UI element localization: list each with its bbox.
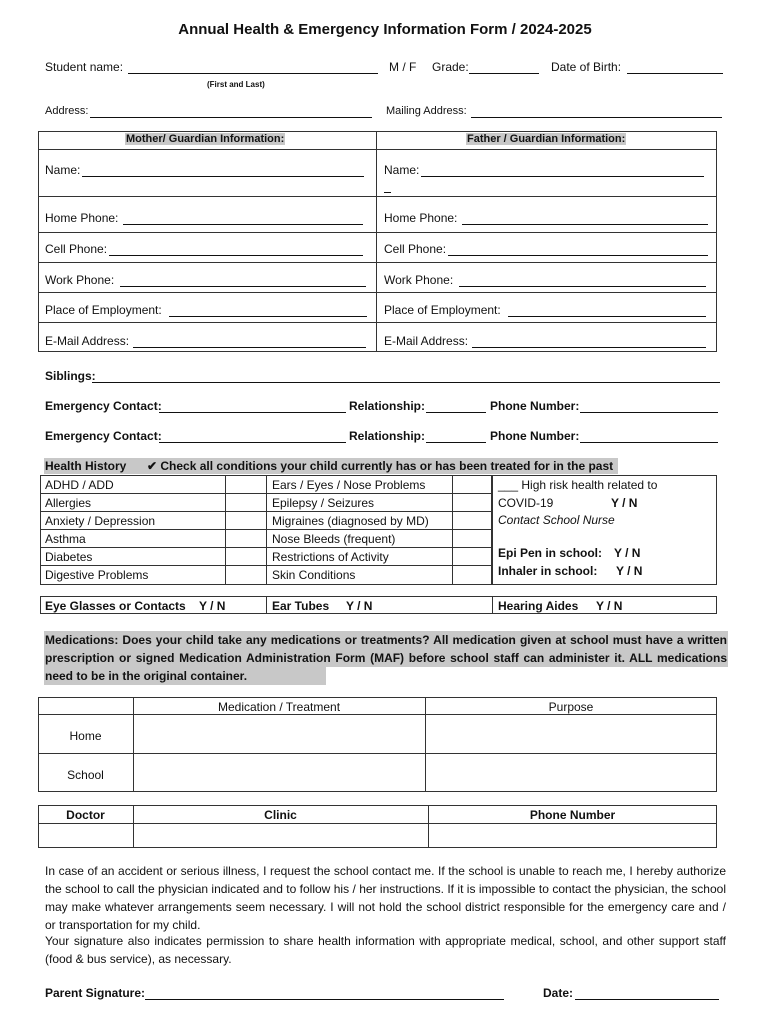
- checkbox-migraines[interactable]: [453, 512, 491, 529]
- school-row-label: School: [67, 768, 104, 782]
- mother-name-field[interactable]: [82, 163, 364, 177]
- address-label: Address:: [45, 105, 89, 117]
- date-field[interactable]: [575, 986, 719, 1000]
- father-work-phone-label: Work Phone:: [384, 273, 454, 287]
- siblings-label: Siblings:: [45, 369, 96, 383]
- mother-name-label: Name:: [45, 163, 81, 177]
- covid-yn[interactable]: Y / N: [611, 496, 638, 510]
- medications-notice: Medications: Does your child take any medications or treatments? All medication given at school must have a written prescription or signed Medication Administration Form (MAF) before school staff can administer it. ALL medications need to be in the original container.: [45, 633, 727, 683]
- sharing-paragraph: Your signature also indicates permission to share health information with appropriate medical, school, and other support staff (food & bus service), as necessary.: [45, 934, 726, 966]
- father-home-phone-label: Home Phone:: [384, 211, 458, 225]
- ear-tubes-yn[interactable]: Y / N: [346, 599, 373, 613]
- checkbox-adhd[interactable]: [226, 476, 265, 493]
- clinic-cell[interactable]: [134, 824, 427, 847]
- father-name-field[interactable]: [421, 163, 704, 177]
- mother-email-field[interactable]: [133, 334, 366, 348]
- father-cell-phone-field[interactable]: [448, 242, 708, 256]
- condition-allergies: Allergies: [45, 496, 92, 510]
- home-purpose-cell[interactable]: [426, 715, 716, 752]
- emergency-contact-2-label: Emergency Contact:: [45, 429, 162, 443]
- checkbox-epilepsy[interactable]: [453, 494, 491, 511]
- mother-home-phone-label: Home Phone:: [45, 211, 119, 225]
- condition-digestive: Digestive Problems: [45, 568, 149, 582]
- clinic-column-header: Clinic: [264, 808, 297, 822]
- relationship-1-label: Relationship:: [349, 399, 426, 413]
- emergency-contact-1-label: Emergency Contact:: [45, 399, 162, 413]
- mother-email-label: E-Mail Address:: [45, 334, 130, 348]
- sex-option[interactable]: M / F: [389, 60, 417, 74]
- dob-label: Date of Birth:: [551, 60, 622, 74]
- mother-cell-phone-label: Cell Phone:: [45, 242, 108, 256]
- address-field[interactable]: [90, 104, 372, 118]
- parent-signature-field[interactable]: [145, 986, 504, 1000]
- condition-restrictions: Restrictions of Activity: [272, 550, 389, 564]
- mother-work-phone-label: Work Phone:: [45, 273, 115, 287]
- phone-cell[interactable]: [429, 824, 716, 847]
- dob-field[interactable]: [627, 60, 723, 74]
- consent-paragraph: In case of an accident or serious illness, I request the school contact me. If the school is unable to reach me, I hereby authorize the school to call the physician indicated and to follow his / her instructions. If it is impossible to contact the physician, the school may make whatever arrangements seem necessary. I will not hold the school district responsible for the emergency care and / or transportation for my child.: [45, 864, 726, 932]
- father-cell-phone-label: Cell Phone:: [384, 242, 447, 256]
- phone-column-header: Phone Number: [529, 808, 616, 822]
- checkbox-skin[interactable]: [453, 566, 491, 584]
- condition-skin: Skin Conditions: [272, 568, 356, 582]
- school-medication-cell[interactable]: [134, 754, 424, 791]
- home-medication-cell[interactable]: [134, 715, 424, 752]
- covid-risk-line[interactable]: ___ High risk health related to: [498, 478, 658, 492]
- hearing-aides-label: Hearing Aides: [498, 599, 579, 613]
- mother-home-phone-field[interactable]: [123, 211, 363, 225]
- checkbox-anxiety[interactable]: [226, 512, 265, 529]
- condition-asthma: Asthma: [45, 532, 86, 546]
- checkbox-digestive[interactable]: [226, 566, 265, 584]
- father-home-phone-field[interactable]: [462, 211, 708, 225]
- date-label: Date:: [543, 986, 574, 1000]
- ear-tubes-label: Ear Tubes: [272, 599, 330, 613]
- father-email-label: E-Mail Address:: [384, 334, 469, 348]
- checkbox-allergies[interactable]: [226, 494, 265, 511]
- mother-cell-phone-field[interactable]: [109, 242, 363, 256]
- checkbox-diabetes[interactable]: [226, 548, 265, 565]
- mailing-address-field[interactable]: [471, 104, 722, 118]
- home-row-label: Home: [69, 729, 102, 743]
- phone-2-label: Phone Number:: [490, 429, 580, 443]
- form-title: Annual Health & Emergency Information Form / 2024-2025: [178, 21, 592, 38]
- checkbox-ears[interactable]: [453, 476, 491, 493]
- checkbox-asthma[interactable]: [226, 530, 265, 547]
- condition-migraines: Migraines (diagnosed by MD): [272, 514, 429, 528]
- contact-nurse-note: Contact School Nurse: [498, 513, 615, 527]
- siblings-field[interactable]: [92, 369, 720, 383]
- mother-work-phone-field[interactable]: [120, 273, 366, 287]
- father-email-field[interactable]: [472, 334, 706, 348]
- father-employment-field[interactable]: [508, 303, 706, 317]
- glasses-yn[interactable]: Y / N: [199, 599, 226, 613]
- first-last-hint: (First and Last): [207, 80, 265, 89]
- glasses-label: Eye Glasses or Contacts: [45, 599, 186, 613]
- inhaler-label: Inhaler in school:: [498, 564, 598, 578]
- mother-header: Mother/ Guardian Information:: [126, 133, 285, 145]
- relationship-2-field[interactable]: [426, 429, 486, 443]
- student-name-label: Student name:: [45, 60, 124, 74]
- student-name-field[interactable]: [128, 60, 378, 74]
- grade-field[interactable]: [469, 60, 539, 74]
- epipen-yn[interactable]: Y / N: [614, 546, 641, 560]
- phone-1-field[interactable]: [580, 399, 718, 413]
- condition-ears-eyes-nose: Ears / Eyes / Nose Problems: [272, 478, 426, 492]
- phone-2-field[interactable]: [580, 429, 718, 443]
- father-name-label: Name:: [384, 163, 420, 177]
- checkbox-restrictions[interactable]: [453, 548, 491, 565]
- condition-nose-bleeds: Nose Bleeds (frequent): [272, 532, 396, 546]
- doctor-column-header: Doctor: [66, 808, 105, 822]
- condition-anxiety: Anxiety / Depression: [45, 514, 156, 528]
- grade-label: Grade:: [432, 60, 469, 74]
- condition-epilepsy: Epilepsy / Seizures: [272, 496, 375, 510]
- school-purpose-cell[interactable]: [426, 754, 716, 791]
- checkbox-nose-bleeds[interactable]: [453, 530, 491, 547]
- emergency-contact-1-field[interactable]: [159, 399, 346, 413]
- parent-signature-label: Parent Signature:: [45, 986, 146, 1000]
- relationship-1-field[interactable]: [426, 399, 486, 413]
- mailing-address-label: Mailing Address:: [386, 105, 467, 117]
- health-instruction: ✔ Check all conditions your child currently has or has been treated for in the past: [147, 459, 614, 473]
- condition-adhd: ADHD / ADD: [45, 478, 114, 492]
- phone-1-label: Phone Number:: [490, 399, 580, 413]
- relationship-2-label: Relationship:: [349, 429, 426, 443]
- inhaler-yn[interactable]: Y / N: [616, 564, 643, 578]
- doctor-cell[interactable]: [39, 824, 132, 847]
- medication-column-header: Medication / Treatment: [217, 700, 341, 714]
- father-header: Father / Guardian Information:: [467, 133, 626, 145]
- hearing-aides-yn[interactable]: Y / N: [596, 599, 623, 613]
- covid-label: COVID-19: [498, 496, 554, 510]
- condition-diabetes: Diabetes: [45, 550, 93, 564]
- emergency-contact-2-field[interactable]: [159, 429, 346, 443]
- purpose-column-header: Purpose: [548, 700, 594, 714]
- mother-employment-label: Place of Employment:: [45, 303, 162, 317]
- mother-employment-field[interactable]: [169, 303, 367, 317]
- epipen-label: Epi Pen in school:: [498, 546, 603, 560]
- health-history-header: Health History: [45, 459, 127, 473]
- father-work-phone-field[interactable]: [459, 273, 706, 287]
- father-employment-label: Place of Employment:: [384, 303, 501, 317]
